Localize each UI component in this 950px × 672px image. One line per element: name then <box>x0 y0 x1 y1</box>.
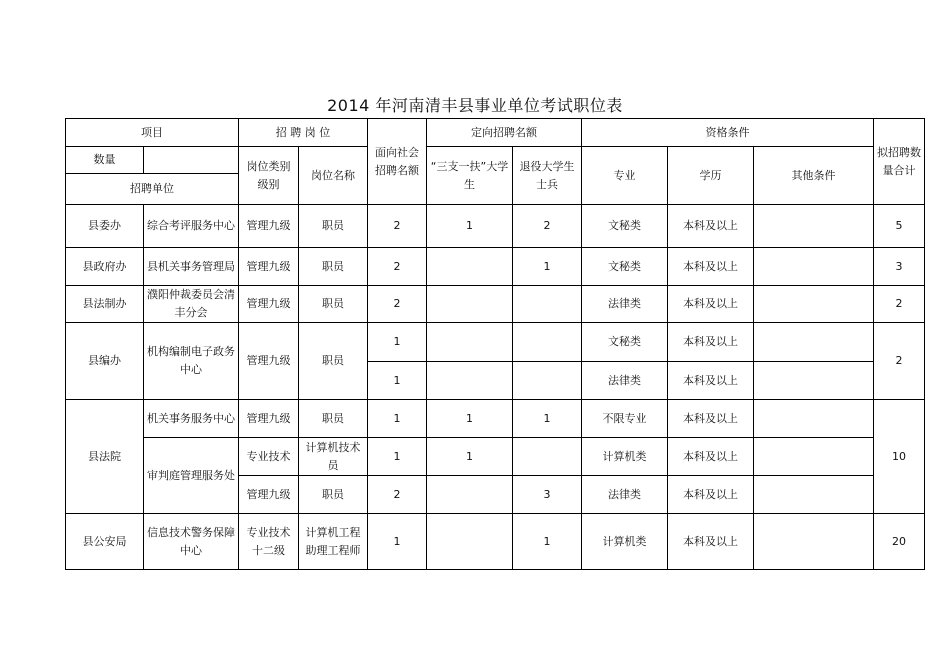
other-cell <box>754 248 874 286</box>
tuiyi-count-cell <box>513 362 582 400</box>
header-dingxiang: 定向招聘名额 <box>427 119 582 147</box>
sanzhi-count-cell <box>427 323 513 362</box>
sanzhi-count-cell: 1 <box>427 400 513 438</box>
page-title: 2014 年河南清丰县事业单位考试职位表 <box>327 96 623 115</box>
category-cell: 管理九级 <box>239 248 299 286</box>
category-cell: 管理九级 <box>239 476 299 514</box>
category-cell: 专业技术 <box>239 438 299 476</box>
education-cell: 本科及以上 <box>668 205 754 248</box>
tuiyi-count-cell: 1 <box>513 400 582 438</box>
unit-cell: 县法制办 <box>66 286 144 323</box>
header-danwei: 招聘单位 <box>66 174 239 205</box>
header-gangwei-mingcheng: 岗位名称 <box>299 147 368 205</box>
sanzhi-count-cell <box>427 286 513 323</box>
social-count-cell: 2 <box>368 286 427 323</box>
major-cell: 文秘类 <box>582 205 668 248</box>
social-count-cell: 1 <box>368 400 427 438</box>
header-gangwei-leibie: 岗位类别级别 <box>239 147 299 205</box>
category-cell: 管理九级 <box>239 400 299 438</box>
category-cell: 管理九级 <box>239 286 299 323</box>
tuiyi-count-cell: 3 <box>513 476 582 514</box>
unit-cell: 县编办 <box>66 323 144 400</box>
total-cell: 20 <box>874 514 925 570</box>
other-cell <box>754 362 874 400</box>
position-cell: 职员 <box>299 205 368 248</box>
tuiyi-count-cell <box>513 286 582 323</box>
dept-cell: 县机关事务管理局 <box>144 248 239 286</box>
major-cell: 不限专业 <box>582 400 668 438</box>
header-zhaopin-gangwei: 招 聘 岗 位 <box>239 119 368 147</box>
table-row <box>66 323 925 362</box>
tuiyi-count-cell: 2 <box>513 205 582 248</box>
social-count-cell: 2 <box>368 248 427 286</box>
sanzhi-count-cell <box>427 476 513 514</box>
other-cell <box>754 323 874 362</box>
unit-cell: 县政府办 <box>66 248 144 286</box>
sanzhi-count-cell: 1 <box>427 438 513 476</box>
dept-cell: 濮阳仲裁委员会清丰分会 <box>144 286 239 323</box>
position-cell: 职员 <box>299 400 368 438</box>
major-cell: 法律类 <box>582 476 668 514</box>
position-cell: 职员 <box>299 286 368 323</box>
table-row <box>66 286 925 323</box>
tuiyi-count-cell <box>513 323 582 362</box>
header-mianxiang: 面向社会招聘名额 <box>368 119 427 205</box>
social-count-cell: 1 <box>368 362 427 400</box>
total-cell: 3 <box>874 248 925 286</box>
position-cell: 计算机技术员 <box>299 438 368 476</box>
header-zige: 资格条件 <box>582 119 874 147</box>
position-cell: 职员 <box>299 323 368 400</box>
header-zhuanye: 专业 <box>582 147 668 205</box>
table-row <box>66 205 925 248</box>
tuiyi-count-cell <box>513 438 582 476</box>
header-sanzhi: “三支一扶”大学生 <box>427 147 513 205</box>
other-cell <box>754 476 874 514</box>
major-cell: 文秘类 <box>582 323 668 362</box>
total-cell: 2 <box>874 286 925 323</box>
education-cell: 本科及以上 <box>668 286 754 323</box>
sanzhi-count-cell <box>427 362 513 400</box>
table-row <box>66 248 925 286</box>
major-cell: 文秘类 <box>582 248 668 286</box>
category-cell: 管理九级 <box>239 323 299 400</box>
dept-cell: 审判庭管理服务处 <box>144 438 239 514</box>
unit-cell: 县委办 <box>66 205 144 248</box>
other-cell <box>754 438 874 476</box>
social-count-cell: 2 <box>368 205 427 248</box>
social-count-cell: 1 <box>368 514 427 570</box>
education-cell: 本科及以上 <box>668 514 754 570</box>
dept-cell: 综合考评服务中心 <box>144 205 239 248</box>
sanzhi-count-cell: 1 <box>427 205 513 248</box>
education-cell: 本科及以上 <box>668 438 754 476</box>
total-cell: 2 <box>874 323 925 400</box>
education-cell: 本科及以上 <box>668 362 754 400</box>
header-xueli: 学历 <box>668 147 754 205</box>
other-cell <box>754 400 874 438</box>
education-cell: 本科及以上 <box>668 248 754 286</box>
other-cell <box>754 286 874 323</box>
sanzhi-count-cell <box>427 514 513 570</box>
header-shuliang: 数量 <box>66 147 144 174</box>
total-cell: 10 <box>874 400 925 514</box>
education-cell: 本科及以上 <box>668 323 754 362</box>
table-row <box>66 438 925 476</box>
category-cell: 专业技术十二级 <box>239 514 299 570</box>
header-xiangmu: 项目 <box>66 119 239 147</box>
header-blank <box>144 147 239 174</box>
social-count-cell: 1 <box>368 323 427 362</box>
total-cell: 5 <box>874 205 925 248</box>
tuiyi-count-cell: 1 <box>513 514 582 570</box>
header-qita: 其他条件 <box>754 147 874 205</box>
dept-cell: 机关事务服务中心 <box>144 400 239 438</box>
position-table <box>65 118 925 570</box>
header-tuiyi: 退役大学生士兵 <box>513 147 582 205</box>
position-cell: 职员 <box>299 476 368 514</box>
tuiyi-count-cell: 1 <box>513 248 582 286</box>
dept-cell: 信息技术警务保障中心 <box>144 514 239 570</box>
category-cell: 管理九级 <box>239 205 299 248</box>
unit-cell: 县法院 <box>66 400 144 514</box>
major-cell: 法律类 <box>582 362 668 400</box>
major-cell: 计算机类 <box>582 514 668 570</box>
other-cell <box>754 205 874 248</box>
social-count-cell: 2 <box>368 476 427 514</box>
dept-cell: 机构编制电子政务中心 <box>144 323 239 400</box>
other-cell <box>754 514 874 570</box>
position-cell: 计算机工程助理工程师 <box>299 514 368 570</box>
education-cell: 本科及以上 <box>668 400 754 438</box>
unit-cell: 县公安局 <box>66 514 144 570</box>
major-cell: 法律类 <box>582 286 668 323</box>
position-cell: 职员 <box>299 248 368 286</box>
header-niyao: 拟招聘数量合计 <box>874 119 925 205</box>
table-row <box>66 400 925 438</box>
sanzhi-count-cell <box>427 248 513 286</box>
major-cell: 计算机类 <box>582 438 668 476</box>
education-cell: 本科及以上 <box>668 476 754 514</box>
social-count-cell: 1 <box>368 438 427 476</box>
table-row <box>66 514 925 570</box>
